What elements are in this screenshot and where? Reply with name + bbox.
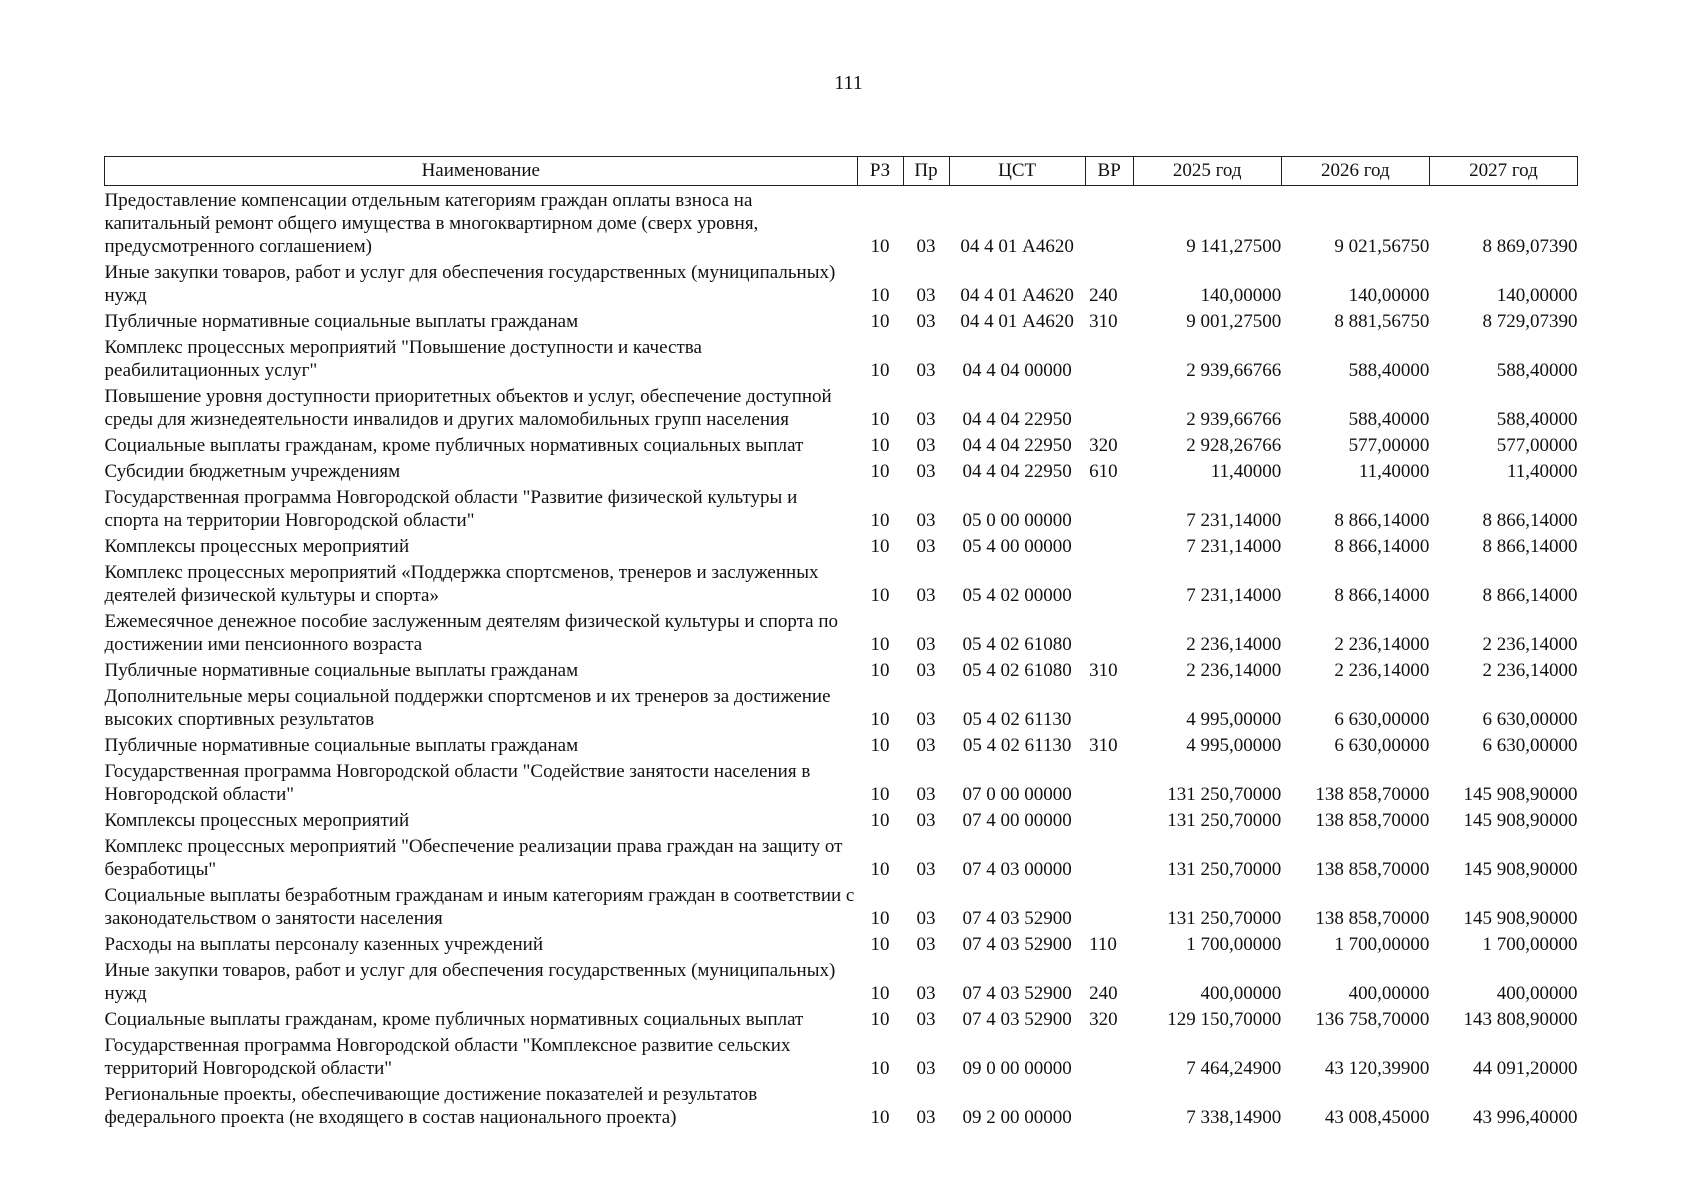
cell-pr: 03 bbox=[916, 983, 936, 1004]
cell-cst: 09 2 00 00000 bbox=[962, 1107, 1072, 1128]
cell-rz: 10 bbox=[870, 735, 890, 756]
table-row bbox=[105, 607, 1578, 656]
cell-rz: 10 bbox=[870, 285, 890, 306]
table-row bbox=[105, 558, 1578, 607]
table-row bbox=[105, 307, 1578, 333]
cell-vr bbox=[1085, 333, 1133, 382]
cell-y2025: 131 250,70000 bbox=[1167, 859, 1282, 880]
table-row bbox=[105, 731, 1578, 757]
cell-name: Публичные нормативные социальные выплаты гражданам bbox=[104, 311, 579, 332]
cell-y2025: 2 928,26766 bbox=[1186, 435, 1282, 456]
header-cst: ЦСТ bbox=[949, 157, 1085, 186]
cell-vr bbox=[1085, 881, 1133, 930]
cell-y2026: 6 630,00000 bbox=[1334, 709, 1430, 730]
cell-y2025: 400,00000 bbox=[1200, 983, 1282, 1004]
cell-vr bbox=[1085, 832, 1133, 881]
cell-rz: 10 bbox=[870, 634, 890, 655]
header-vr: ВР bbox=[1085, 157, 1133, 186]
header-pr: Пр bbox=[903, 157, 949, 186]
cell-pr: 03 bbox=[916, 908, 936, 929]
cell-vr: 110 bbox=[1089, 934, 1117, 955]
cell-y2026: 136 758,70000 bbox=[1315, 1009, 1430, 1030]
cell-rz: 10 bbox=[870, 859, 890, 880]
cell-name: Комплекс процессных мероприятий "Повышение доступности и качества реабилитационных услуг" bbox=[104, 337, 702, 381]
cell-y2025: 2 236,14000 bbox=[1186, 660, 1282, 681]
cell-rz: 10 bbox=[870, 934, 890, 955]
cell-y2025: 2 236,14000 bbox=[1186, 634, 1282, 655]
cell-rz: 10 bbox=[870, 1058, 890, 1079]
table-row bbox=[105, 532, 1578, 558]
cell-cst: 04 4 04 22950 bbox=[962, 409, 1072, 430]
cell-cst: 05 0 00 00000 bbox=[962, 510, 1072, 531]
cell-vr bbox=[1085, 682, 1133, 731]
cell-y2025: 11,40000 bbox=[1210, 461, 1282, 482]
table-row bbox=[105, 832, 1578, 881]
cell-vr bbox=[1085, 558, 1133, 607]
cell-cst: 07 4 00 00000 bbox=[962, 810, 1072, 831]
cell-y2026: 8 866,14000 bbox=[1334, 510, 1430, 531]
cell-y2027: 2 236,14000 bbox=[1482, 660, 1578, 681]
cell-vr bbox=[1085, 1080, 1133, 1129]
page-number: 111 bbox=[834, 72, 863, 94]
cell-name: Дополнительные меры социальной поддержки спортсменов и их тренеров за достижение высоких спортивных результатов bbox=[104, 686, 831, 730]
cell-rz: 10 bbox=[870, 236, 890, 257]
cell-cst: 07 4 03 52900 bbox=[962, 908, 1072, 929]
cell-y2027: 8 866,14000 bbox=[1482, 510, 1578, 531]
table-row bbox=[105, 682, 1578, 731]
cell-name: Иные закупки товаров, работ и услуг для обеспечения государственных (муниципальных) нужд bbox=[104, 960, 836, 1004]
cell-y2026: 9 021,56750 bbox=[1334, 236, 1430, 257]
table-row bbox=[105, 382, 1578, 431]
cell-rz: 10 bbox=[870, 409, 890, 430]
table-row bbox=[105, 483, 1578, 532]
cell-vr bbox=[1085, 532, 1133, 558]
cell-cst: 04 4 04 00000 bbox=[962, 360, 1072, 381]
cell-y2026: 1 700,00000 bbox=[1334, 934, 1430, 955]
cell-y2026: 2 236,14000 bbox=[1334, 660, 1430, 681]
cell-pr: 03 bbox=[916, 660, 936, 681]
cell-y2025: 7 231,14000 bbox=[1186, 536, 1282, 557]
cell-name: Государственная программа Новгородской области "Содействие занятости населения в Новгородской области" bbox=[104, 761, 811, 805]
cell-cst: 05 4 02 61080 bbox=[962, 660, 1072, 681]
cell-pr: 03 bbox=[916, 461, 936, 482]
cell-y2027: 6 630,00000 bbox=[1482, 735, 1578, 756]
table-row bbox=[105, 881, 1578, 930]
cell-y2025: 7 464,24900 bbox=[1186, 1058, 1282, 1079]
cell-y2025: 7 231,14000 bbox=[1186, 585, 1282, 606]
cell-name: Повышение уровня доступности приоритетных объектов и услуг, обеспечение доступной среды для жизнедеятельности инвалидов и других маломобильных групп населения bbox=[104, 386, 832, 430]
cell-y2026: 138 858,70000 bbox=[1315, 810, 1430, 831]
cell-rz: 10 bbox=[870, 510, 890, 531]
cell-y2026: 138 858,70000 bbox=[1315, 908, 1430, 929]
cell-y2025: 2 939,66766 bbox=[1186, 360, 1282, 381]
header-2027: 2027 год bbox=[1429, 157, 1577, 186]
cell-name: Социальные выплаты гражданам, кроме публичных нормативных социальных выплат bbox=[104, 1009, 804, 1030]
cell-y2025: 7 338,14900 bbox=[1186, 1107, 1282, 1128]
cell-cst: 04 4 01 А4620 bbox=[960, 311, 1074, 332]
cell-y2027: 140,00000 bbox=[1496, 285, 1578, 306]
cell-name: Государственная программа Новгородской области "Развитие физической культуры и спорта на территории Новгородской области" bbox=[104, 487, 798, 531]
cell-pr: 03 bbox=[916, 934, 936, 955]
cell-name: Социальные выплаты безработным гражданам и иным категориям граждан в соответствии с законодательством о занятости населения bbox=[104, 885, 855, 929]
cell-cst: 05 4 02 61080 bbox=[962, 634, 1072, 655]
cell-rz: 10 bbox=[870, 709, 890, 730]
cell-pr: 03 bbox=[916, 435, 936, 456]
table-body bbox=[105, 186, 1578, 1130]
budget-table bbox=[104, 156, 1578, 1129]
cell-y2027: 143 808,90000 bbox=[1463, 1009, 1578, 1030]
cell-y2026: 588,40000 bbox=[1348, 409, 1430, 430]
cell-rz: 10 bbox=[870, 660, 890, 681]
cell-rz: 10 bbox=[870, 1107, 890, 1128]
cell-pr: 03 bbox=[916, 1107, 936, 1128]
cell-pr: 03 bbox=[916, 735, 936, 756]
cell-cst: 07 4 03 52900 bbox=[962, 1009, 1072, 1030]
cell-pr: 03 bbox=[916, 859, 936, 880]
header-name: Наименование bbox=[105, 157, 858, 186]
cell-pr: 03 bbox=[916, 810, 936, 831]
cell-y2027: 400,00000 bbox=[1496, 983, 1578, 1004]
cell-vr bbox=[1085, 483, 1133, 532]
table-row bbox=[105, 757, 1578, 806]
cell-cst: 04 4 04 22950 bbox=[962, 435, 1072, 456]
cell-y2026: 43 008,45000 bbox=[1324, 1107, 1430, 1128]
cell-vr bbox=[1085, 382, 1133, 431]
table-row bbox=[105, 1031, 1578, 1080]
header-2025: 2025 год bbox=[1133, 157, 1281, 186]
cell-cst: 07 4 03 52900 bbox=[962, 983, 1072, 1004]
cell-pr: 03 bbox=[916, 360, 936, 381]
cell-y2027: 145 908,90000 bbox=[1463, 859, 1578, 880]
cell-name: Комплекс процессных мероприятий "Обеспечение реализации права граждан на защиту от безработицы" bbox=[104, 836, 843, 880]
cell-rz: 10 bbox=[870, 360, 890, 381]
cell-vr bbox=[1085, 1031, 1133, 1080]
table-row bbox=[105, 1005, 1578, 1031]
table-row bbox=[105, 930, 1578, 956]
cell-y2027: 2 236,14000 bbox=[1482, 634, 1578, 655]
cell-y2025: 4 995,00000 bbox=[1186, 709, 1282, 730]
cell-cst: 05 4 02 61130 bbox=[962, 709, 1072, 730]
cell-y2027: 588,40000 bbox=[1496, 360, 1578, 381]
table-row bbox=[105, 333, 1578, 382]
cell-pr: 03 bbox=[916, 585, 936, 606]
cell-pr: 03 bbox=[916, 1058, 936, 1079]
cell-rz: 10 bbox=[870, 784, 890, 805]
cell-y2025: 1 700,00000 bbox=[1186, 934, 1282, 955]
cell-vr: 240 bbox=[1089, 983, 1118, 1004]
header-rz: РЗ bbox=[857, 157, 903, 186]
cell-rz: 10 bbox=[870, 311, 890, 332]
table-row bbox=[105, 431, 1578, 457]
cell-vr bbox=[1085, 186, 1133, 259]
cell-vr: 310 bbox=[1089, 311, 1118, 332]
cell-y2025: 129 150,70000 bbox=[1167, 1009, 1282, 1030]
cell-y2026: 2 236,14000 bbox=[1334, 634, 1430, 655]
cell-pr: 03 bbox=[916, 311, 936, 332]
cell-name: Публичные нормативные социальные выплаты гражданам bbox=[104, 735, 579, 756]
cell-cst: 05 4 02 00000 bbox=[962, 585, 1072, 606]
cell-cst: 04 4 01 А4620 bbox=[960, 236, 1074, 257]
cell-rz: 10 bbox=[870, 461, 890, 482]
cell-y2027: 145 908,90000 bbox=[1463, 908, 1578, 929]
cell-vr bbox=[1085, 806, 1133, 832]
cell-y2027: 145 908,90000 bbox=[1463, 784, 1578, 805]
cell-y2026: 140,00000 bbox=[1348, 285, 1430, 306]
cell-y2026: 8 881,56750 bbox=[1334, 311, 1430, 332]
cell-y2026: 588,40000 bbox=[1348, 360, 1430, 381]
cell-y2026: 400,00000 bbox=[1348, 983, 1430, 1004]
table-row bbox=[105, 457, 1578, 483]
cell-y2027: 11,40000 bbox=[1506, 461, 1578, 482]
cell-y2027: 577,00000 bbox=[1496, 435, 1578, 456]
cell-name: Социальные выплаты гражданам, кроме публичных нормативных социальных выплат bbox=[104, 435, 804, 456]
cell-pr: 03 bbox=[916, 634, 936, 655]
cell-pr: 03 bbox=[916, 409, 936, 430]
cell-name: Публичные нормативные социальные выплаты гражданам bbox=[104, 660, 579, 681]
cell-pr: 03 bbox=[916, 236, 936, 257]
cell-cst: 05 4 02 61130 bbox=[962, 735, 1072, 756]
cell-rz: 10 bbox=[870, 810, 890, 831]
table-row bbox=[105, 186, 1578, 259]
cell-cst: 07 0 00 00000 bbox=[962, 784, 1072, 805]
cell-y2027: 1 700,00000 bbox=[1482, 934, 1578, 955]
cell-name: Ежемесячное денежное пособие заслуженным деятелям физической культуры и спорта по достижении ими пенсионного возраста bbox=[104, 611, 839, 655]
cell-rz: 10 bbox=[870, 435, 890, 456]
cell-y2025: 9 001,27500 bbox=[1186, 311, 1282, 332]
cell-name: Комплексы процессных мероприятий bbox=[104, 810, 410, 831]
cell-y2026: 11,40000 bbox=[1358, 461, 1430, 482]
cell-vr: 610 bbox=[1089, 461, 1118, 482]
cell-rz: 10 bbox=[870, 983, 890, 1004]
cell-cst: 09 0 00 00000 bbox=[962, 1058, 1072, 1079]
cell-y2025: 131 250,70000 bbox=[1167, 908, 1282, 929]
cell-name: Комплексы процессных мероприятий bbox=[104, 536, 410, 557]
cell-y2027: 6 630,00000 bbox=[1482, 709, 1578, 730]
table-row bbox=[105, 1080, 1578, 1129]
cell-name: Иные закупки товаров, работ и услуг для обеспечения государственных (муниципальных) нужд bbox=[104, 262, 836, 306]
cell-pr: 03 bbox=[916, 1009, 936, 1030]
table-row bbox=[105, 258, 1578, 307]
cell-y2026: 6 630,00000 bbox=[1334, 735, 1430, 756]
cell-y2026: 577,00000 bbox=[1348, 435, 1430, 456]
cell-y2025: 7 231,14000 bbox=[1186, 510, 1282, 531]
table-row bbox=[105, 956, 1578, 1005]
cell-y2026: 43 120,39900 bbox=[1324, 1058, 1430, 1079]
cell-vr bbox=[1085, 757, 1133, 806]
cell-y2025: 2 939,66766 bbox=[1186, 409, 1282, 430]
header-2026: 2026 год bbox=[1281, 157, 1429, 186]
cell-pr: 03 bbox=[916, 709, 936, 730]
cell-name: Предоставление компенсации отдельным категориям граждан оплаты взноса на капитальный ремонт общего имущества в многоквартирном доме (сверх уровня, предусмотренного соглашением) bbox=[104, 190, 759, 257]
cell-y2027: 588,40000 bbox=[1496, 409, 1578, 430]
cell-y2026: 8 866,14000 bbox=[1334, 536, 1430, 557]
cell-y2026: 8 866,14000 bbox=[1334, 585, 1430, 606]
cell-rz: 10 bbox=[870, 585, 890, 606]
cell-vr: 320 bbox=[1089, 1009, 1118, 1030]
cell-cst: 07 4 03 00000 bbox=[962, 859, 1072, 880]
cell-y2025: 131 250,70000 bbox=[1167, 784, 1282, 805]
cell-y2027: 8 866,14000 bbox=[1482, 536, 1578, 557]
cell-y2025: 140,00000 bbox=[1200, 285, 1282, 306]
cell-y2027: 43 996,40000 bbox=[1473, 1107, 1578, 1128]
cell-y2025: 9 141,27500 bbox=[1186, 236, 1282, 257]
cell-name: Комплекс процессных мероприятий «Поддержка спортсменов, тренеров и заслуженных деятелей физической культуры и спорта» bbox=[104, 562, 819, 606]
cell-y2025: 131 250,70000 bbox=[1167, 810, 1282, 831]
cell-pr: 03 bbox=[916, 510, 936, 531]
cell-name: Расходы на выплаты персоналу казенных учреждений bbox=[104, 934, 544, 955]
cell-vr: 320 bbox=[1089, 435, 1118, 456]
cell-y2027: 145 908,90000 bbox=[1463, 810, 1578, 831]
cell-name: Государственная программа Новгородской области "Комплексное развитие сельских территорий Новгородской области" bbox=[104, 1035, 791, 1079]
cell-y2026: 138 858,70000 bbox=[1315, 859, 1430, 880]
cell-vr: 240 bbox=[1089, 285, 1118, 306]
cell-pr: 03 bbox=[916, 536, 936, 557]
table-row bbox=[105, 656, 1578, 682]
cell-vr bbox=[1085, 607, 1133, 656]
cell-name: Субсидии бюджетным учреждениям bbox=[104, 461, 401, 482]
cell-rz: 10 bbox=[870, 908, 890, 929]
table-header bbox=[105, 157, 1578, 186]
cell-y2027: 8 729,07390 bbox=[1482, 311, 1578, 332]
cell-vr: 310 bbox=[1089, 735, 1118, 756]
table-row bbox=[105, 806, 1578, 832]
cell-rz: 10 bbox=[870, 1009, 890, 1030]
cell-y2026: 138 858,70000 bbox=[1315, 784, 1430, 805]
cell-pr: 03 bbox=[916, 784, 936, 805]
cell-vr: 310 bbox=[1089, 660, 1118, 681]
cell-cst: 04 4 01 А4620 bbox=[960, 285, 1074, 306]
cell-y2027: 8 869,07390 bbox=[1482, 236, 1578, 257]
cell-y2027: 44 091,20000 bbox=[1473, 1058, 1578, 1079]
cell-cst: 04 4 04 22950 bbox=[962, 461, 1072, 482]
cell-name: Региональные проекты, обеспечивающие достижение показателей и результатов федерального проекта (не входящего в состав национального проекта) bbox=[104, 1084, 758, 1128]
cell-y2027: 8 866,14000 bbox=[1482, 585, 1578, 606]
cell-rz: 10 bbox=[870, 536, 890, 557]
cell-cst: 05 4 00 00000 bbox=[962, 536, 1072, 557]
cell-y2025: 4 995,00000 bbox=[1186, 735, 1282, 756]
cell-pr: 03 bbox=[916, 285, 936, 306]
cell-cst: 07 4 03 52900 bbox=[962, 934, 1072, 955]
